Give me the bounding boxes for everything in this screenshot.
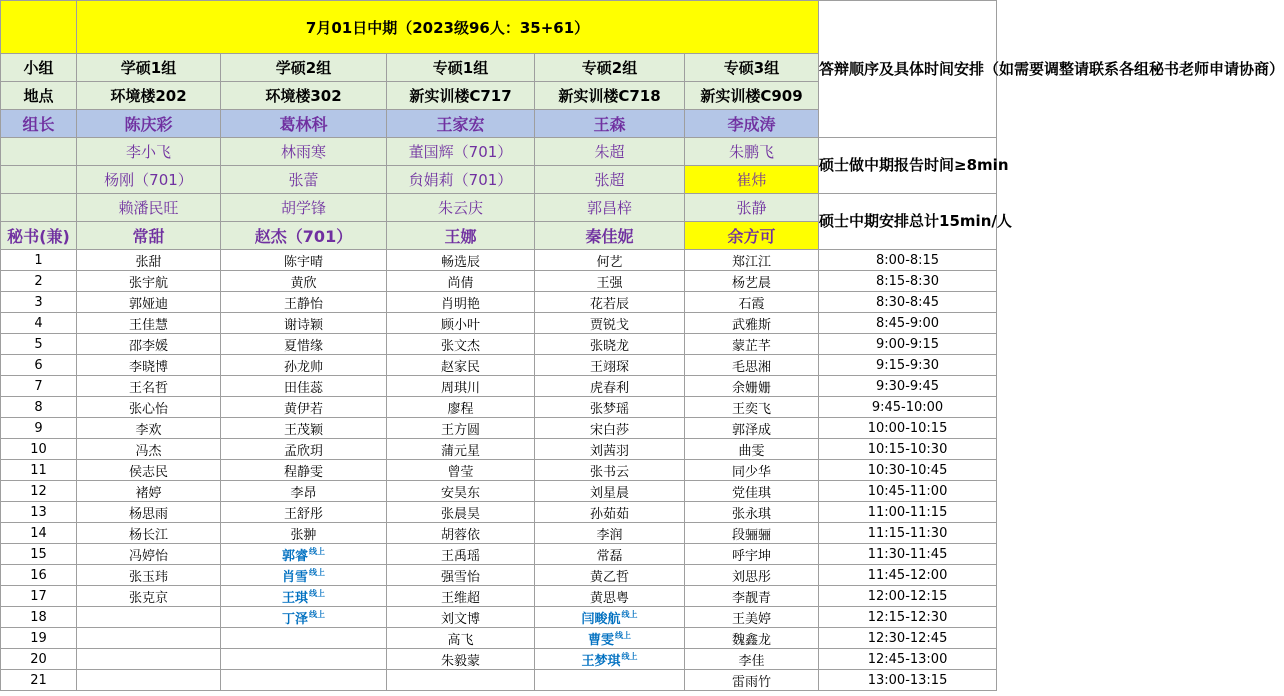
time-slot[interactable]: 11:30-11:45 bbox=[819, 544, 997, 565]
student-cell[interactable]: 张翀 bbox=[221, 523, 387, 544]
student-cell[interactable]: 李润 bbox=[535, 523, 685, 544]
student-cell[interactable]: 王翊琛 bbox=[535, 355, 685, 376]
group-secretary[interactable]: 常甜 bbox=[77, 222, 221, 250]
row-number[interactable]: 15 bbox=[1, 544, 77, 565]
student-cell[interactable]: 党佳琪 bbox=[685, 481, 819, 502]
student-cell[interactable]: 谢诗颖 bbox=[221, 313, 387, 334]
time-slot[interactable]: 12:45-13:00 bbox=[819, 649, 997, 670]
student-cell[interactable]: 王名哲 bbox=[77, 376, 221, 397]
total-time-note[interactable]: 硕士中期安排总计15min/人 bbox=[819, 194, 997, 250]
online-badge: 线上 bbox=[621, 610, 638, 620]
row-number[interactable]: 9 bbox=[1, 418, 77, 439]
student-name: 曹雯 bbox=[587, 632, 614, 648]
group-member[interactable]: 朱鹏飞 bbox=[685, 138, 819, 166]
student-name: 丁泽 bbox=[281, 611, 308, 627]
schedule-row bbox=[1, 250, 997, 271]
student-cell[interactable]: 杨长江 bbox=[77, 523, 221, 544]
group-secretary[interactable]: 余方可 bbox=[685, 222, 819, 250]
group-member[interactable]: 董国辉（701） bbox=[387, 138, 535, 166]
student-cell[interactable]: 王舒彤 bbox=[221, 502, 387, 523]
student-cell[interactable] bbox=[221, 586, 387, 607]
student-cell[interactable]: 李晓博 bbox=[77, 355, 221, 376]
student-cell[interactable]: 常磊 bbox=[535, 544, 685, 565]
student-cell[interactable]: 孙茹茹 bbox=[535, 502, 685, 523]
group-leader[interactable]: 李成涛 bbox=[685, 110, 819, 138]
row-number[interactable]: 7 bbox=[1, 376, 77, 397]
group-location[interactable]: 新实训楼C909 bbox=[685, 82, 819, 110]
group-member[interactable]: 赖潘民旺 bbox=[77, 194, 221, 222]
student-name: 王梦琪 bbox=[581, 653, 621, 669]
student-cell[interactable]: 褚婷 bbox=[77, 481, 221, 502]
group-secretary[interactable]: 王娜 bbox=[387, 222, 535, 250]
student-cell[interactable]: 同少华 bbox=[685, 460, 819, 481]
online-badge: 线上 bbox=[615, 631, 631, 641]
student-cell[interactable]: 王强 bbox=[535, 271, 685, 292]
student-cell[interactable]: 顾小叶 bbox=[387, 313, 535, 334]
time-slot[interactable]: 11:00-11:15 bbox=[819, 502, 997, 523]
student-cell[interactable]: 王美婷 bbox=[685, 607, 819, 628]
report-time-note[interactable]: 硕士做中期报告时间≥8min bbox=[819, 138, 997, 194]
time-slot[interactable]: 10:00-10:15 bbox=[819, 418, 997, 439]
row-number[interactable]: 11 bbox=[1, 460, 77, 481]
group-leader[interactable]: 王家宏 bbox=[387, 110, 535, 138]
student-cell[interactable] bbox=[221, 565, 387, 586]
student-cell[interactable]: 陈宇晴 bbox=[221, 250, 387, 271]
schedule-row bbox=[1, 292, 997, 313]
schedule-row bbox=[1, 586, 997, 607]
row-number[interactable]: 5 bbox=[1, 334, 77, 355]
student-cell[interactable]: 程静雯 bbox=[221, 460, 387, 481]
student-cell[interactable] bbox=[535, 607, 685, 628]
online-badge: 线上 bbox=[309, 610, 325, 620]
student-cell[interactable]: 胡蓉依 bbox=[387, 523, 535, 544]
schedule-row bbox=[1, 502, 997, 523]
student-cell[interactable]: 刘文博 bbox=[387, 607, 535, 628]
student-cell[interactable]: 段骊骊 bbox=[685, 523, 819, 544]
schedule-row bbox=[1, 418, 997, 439]
student-cell[interactable] bbox=[535, 628, 685, 649]
student-cell[interactable] bbox=[77, 670, 221, 691]
student-cell[interactable]: 郭泽成 bbox=[685, 418, 819, 439]
group-leader[interactable]: 陈庆彩 bbox=[77, 110, 221, 138]
student-cell[interactable] bbox=[221, 628, 387, 649]
group-name[interactable]: 学硕2组 bbox=[221, 54, 387, 82]
student-cell[interactable]: 宋白莎 bbox=[535, 418, 685, 439]
schedule-row bbox=[1, 544, 997, 565]
student-cell[interactable]: 黄欣 bbox=[221, 271, 387, 292]
secretary-label[interactable]: 秘书(兼) bbox=[1, 222, 77, 250]
time-slot[interactable]: 8:45-9:00 bbox=[819, 313, 997, 334]
group-member[interactable]: 郭昌梓 bbox=[535, 194, 685, 222]
student-cell[interactable]: 王方圆 bbox=[387, 418, 535, 439]
student-cell[interactable]: 强雪怡 bbox=[387, 565, 535, 586]
row-number[interactable]: 8 bbox=[1, 397, 77, 418]
student-cell[interactable] bbox=[221, 649, 387, 670]
time-slot[interactable]: 12:30-12:45 bbox=[819, 628, 997, 649]
schedule-row bbox=[1, 313, 997, 334]
time-slot[interactable]: 9:30-9:45 bbox=[819, 376, 997, 397]
student-cell[interactable]: 贾锐戈 bbox=[535, 313, 685, 334]
student-cell[interactable]: 朱毅蒙 bbox=[387, 649, 535, 670]
student-cell[interactable] bbox=[387, 670, 535, 691]
student-cell[interactable]: 虎春利 bbox=[535, 376, 685, 397]
student-cell[interactable]: 畅选辰 bbox=[387, 250, 535, 271]
student-cell[interactable] bbox=[221, 544, 387, 565]
time-slot[interactable]: 10:45-11:00 bbox=[819, 481, 997, 502]
location-label[interactable]: 地点 bbox=[1, 82, 77, 110]
group-leader[interactable]: 王森 bbox=[535, 110, 685, 138]
group-label[interactable]: 小组 bbox=[1, 54, 77, 82]
row-number[interactable]: 2 bbox=[1, 271, 77, 292]
student-cell[interactable] bbox=[535, 670, 685, 691]
student-name: 肖雪 bbox=[281, 569, 308, 585]
group-name[interactable]: 学硕1组 bbox=[77, 54, 221, 82]
member-label-cell[interactable] bbox=[1, 166, 77, 194]
schedule-row bbox=[1, 355, 997, 376]
schedule-row bbox=[1, 523, 997, 544]
row-number[interactable]: 17 bbox=[1, 586, 77, 607]
student-cell[interactable]: 王维超 bbox=[387, 586, 535, 607]
online-badge: 线上 bbox=[621, 652, 638, 662]
student-cell[interactable]: 王禹瑶 bbox=[387, 544, 535, 565]
member-label-cell[interactable] bbox=[1, 194, 77, 222]
row-number[interactable]: 18 bbox=[1, 607, 77, 628]
student-name: 郭睿 bbox=[281, 548, 308, 564]
time-slot[interactable]: 10:15-10:30 bbox=[819, 439, 997, 460]
group-member[interactable]: 林雨寒 bbox=[221, 138, 387, 166]
student-cell[interactable]: 邵李媛 bbox=[77, 334, 221, 355]
row-number[interactable]: 13 bbox=[1, 502, 77, 523]
schedule-row bbox=[1, 376, 997, 397]
student-cell[interactable]: 安昊东 bbox=[387, 481, 535, 502]
schedule-row bbox=[1, 670, 997, 691]
time-slot[interactable]: 11:15-11:30 bbox=[819, 523, 997, 544]
student-cell[interactable]: 蒲元星 bbox=[387, 439, 535, 460]
row-number[interactable]: 12 bbox=[1, 481, 77, 502]
student-name: 王琪 bbox=[281, 590, 308, 606]
student-cell[interactable]: 李昂 bbox=[221, 481, 387, 502]
group-member[interactable]: 崔炜 bbox=[685, 166, 819, 194]
student-cell[interactable]: 黄伊若 bbox=[221, 397, 387, 418]
row-number[interactable]: 16 bbox=[1, 565, 77, 586]
student-cell[interactable]: 高飞 bbox=[387, 628, 535, 649]
schedule-row bbox=[1, 439, 997, 460]
student-cell[interactable]: 刘思彤 bbox=[685, 565, 819, 586]
group-member[interactable]: 杨刚（701） bbox=[77, 166, 221, 194]
student-cell[interactable] bbox=[77, 628, 221, 649]
student-cell[interactable]: 郑江江 bbox=[685, 250, 819, 271]
student-cell[interactable]: 王佳慧 bbox=[77, 313, 221, 334]
student-cell[interactable] bbox=[77, 649, 221, 670]
student-cell[interactable]: 黄乙哲 bbox=[535, 565, 685, 586]
student-cell[interactable]: 张永琪 bbox=[685, 502, 819, 523]
student-cell[interactable] bbox=[535, 649, 685, 670]
row-number[interactable]: 20 bbox=[1, 649, 77, 670]
time-slot[interactable]: 8:30-8:45 bbox=[819, 292, 997, 313]
student-cell[interactable]: 廖程 bbox=[387, 397, 535, 418]
student-cell[interactable]: 夏惜缘 bbox=[221, 334, 387, 355]
schedule-row bbox=[1, 460, 997, 481]
student-cell[interactable]: 雷雨竹 bbox=[685, 670, 819, 691]
corner-cell[interactable] bbox=[1, 1, 77, 54]
time-slot[interactable]: 10:30-10:45 bbox=[819, 460, 997, 481]
student-cell[interactable]: 曲雯 bbox=[685, 439, 819, 460]
student-cell[interactable]: 石霞 bbox=[685, 292, 819, 313]
student-cell[interactable]: 李欢 bbox=[77, 418, 221, 439]
student-cell[interactable]: 王静怡 bbox=[221, 292, 387, 313]
student-cell[interactable]: 田佳蕊 bbox=[221, 376, 387, 397]
group-member[interactable]: 胡学锋 bbox=[221, 194, 387, 222]
schedule-row bbox=[1, 271, 997, 292]
group-location[interactable]: 新实训楼C717 bbox=[387, 82, 535, 110]
student-cell[interactable]: 张心怡 bbox=[77, 397, 221, 418]
student-cell[interactable]: 毛思湘 bbox=[685, 355, 819, 376]
student-cell[interactable]: 张玉玮 bbox=[77, 565, 221, 586]
group-member[interactable]: 张蕾 bbox=[221, 166, 387, 194]
student-cell[interactable]: 蒙芷芊 bbox=[685, 334, 819, 355]
schedule-row bbox=[1, 334, 997, 355]
student-cell[interactable]: 李靓青 bbox=[685, 586, 819, 607]
student-cell[interactable]: 肖明艳 bbox=[387, 292, 535, 313]
group-location[interactable]: 新实训楼C718 bbox=[535, 82, 685, 110]
student-cell[interactable]: 张宇航 bbox=[77, 271, 221, 292]
student-cell[interactable]: 侯志民 bbox=[77, 460, 221, 481]
student-cell[interactable]: 张书云 bbox=[535, 460, 685, 481]
student-cell[interactable]: 孙龙帅 bbox=[221, 355, 387, 376]
student-cell[interactable]: 花若辰 bbox=[535, 292, 685, 313]
student-cell[interactable]: 张甜 bbox=[77, 250, 221, 271]
group-name[interactable]: 专硕1组 bbox=[387, 54, 535, 82]
student-cell[interactable]: 余姗姗 bbox=[685, 376, 819, 397]
order-note[interactable]: 答辩顺序及具体时间安排（如需要调整请联系各组秘书老师申请协商） bbox=[819, 1, 997, 138]
time-slot[interactable]: 12:15-12:30 bbox=[819, 607, 997, 628]
time-slot[interactable]: 9:45-10:00 bbox=[819, 397, 997, 418]
schedule-title[interactable]: 7月01日中期（2023级96人：35+61） bbox=[77, 1, 819, 54]
student-cell[interactable]: 刘星晨 bbox=[535, 481, 685, 502]
group-location[interactable]: 环境楼302 bbox=[221, 82, 387, 110]
row-number[interactable]: 21 bbox=[1, 670, 77, 691]
student-cell[interactable] bbox=[77, 607, 221, 628]
student-cell[interactable]: 呼宇坤 bbox=[685, 544, 819, 565]
group-member[interactable]: 贠娟莉（701） bbox=[387, 166, 535, 194]
student-cell[interactable]: 张晨昊 bbox=[387, 502, 535, 523]
schedule-row bbox=[1, 649, 997, 670]
student-cell[interactable]: 尚倩 bbox=[387, 271, 535, 292]
student-cell[interactable]: 赵家民 bbox=[387, 355, 535, 376]
schedule-row bbox=[1, 481, 997, 502]
group-member[interactable]: 李小飞 bbox=[77, 138, 221, 166]
time-slot[interactable]: 9:00-9:15 bbox=[819, 334, 997, 355]
student-cell[interactable]: 孟欣玥 bbox=[221, 439, 387, 460]
group-leader[interactable]: 葛林科 bbox=[221, 110, 387, 138]
schedule-row bbox=[1, 565, 997, 586]
schedule-row bbox=[1, 607, 997, 628]
time-slot[interactable]: 8:00-8:15 bbox=[819, 250, 997, 271]
group-member[interactable]: 朱超 bbox=[535, 138, 685, 166]
group-secretary[interactable]: 赵杰（701） bbox=[221, 222, 387, 250]
student-cell[interactable]: 黄思粤 bbox=[535, 586, 685, 607]
student-cell[interactable] bbox=[221, 670, 387, 691]
student-cell[interactable]: 魏鑫龙 bbox=[685, 628, 819, 649]
online-badge: 线上 bbox=[309, 547, 325, 557]
student-cell[interactable]: 张梦瑶 bbox=[535, 397, 685, 418]
student-cell[interactable]: 李佳 bbox=[685, 649, 819, 670]
student-cell[interactable]: 周琪川 bbox=[387, 376, 535, 397]
group-member[interactable]: 张静 bbox=[685, 194, 819, 222]
student-cell[interactable]: 冯婷怡 bbox=[77, 544, 221, 565]
student-cell[interactable]: 杨艺晨 bbox=[685, 271, 819, 292]
schedule-row bbox=[1, 628, 997, 649]
student-cell[interactable]: 张克京 bbox=[77, 586, 221, 607]
student-cell[interactable] bbox=[221, 607, 387, 628]
student-cell[interactable]: 冯杰 bbox=[77, 439, 221, 460]
leader-label[interactable]: 组长 bbox=[1, 110, 77, 138]
row-number[interactable]: 19 bbox=[1, 628, 77, 649]
student-cell[interactable]: 刘茜羽 bbox=[535, 439, 685, 460]
online-badge: 线上 bbox=[309, 589, 325, 599]
row-number[interactable]: 4 bbox=[1, 313, 77, 334]
time-slot[interactable]: 8:15-8:30 bbox=[819, 271, 997, 292]
time-slot[interactable]: 11:45-12:00 bbox=[819, 565, 997, 586]
member-label-cell[interactable] bbox=[1, 138, 77, 166]
student-cell[interactable]: 武雅斯 bbox=[685, 313, 819, 334]
student-cell[interactable]: 王茂颖 bbox=[221, 418, 387, 439]
row-number[interactable]: 6 bbox=[1, 355, 77, 376]
student-cell[interactable]: 张文杰 bbox=[387, 334, 535, 355]
student-cell[interactable]: 曾莹 bbox=[387, 460, 535, 481]
student-cell[interactable]: 杨思雨 bbox=[77, 502, 221, 523]
schedule-row bbox=[1, 397, 997, 418]
student-cell[interactable]: 郭娅迪 bbox=[77, 292, 221, 313]
student-cell[interactable]: 何艺 bbox=[535, 250, 685, 271]
row-number[interactable]: 14 bbox=[1, 523, 77, 544]
group-member[interactable]: 朱云庆 bbox=[387, 194, 535, 222]
row-number[interactable]: 10 bbox=[1, 439, 77, 460]
row-number[interactable]: 3 bbox=[1, 292, 77, 313]
time-slot[interactable]: 9:15-9:30 bbox=[819, 355, 997, 376]
row-number[interactable]: 1 bbox=[1, 250, 77, 271]
student-cell[interactable]: 王奕飞 bbox=[685, 397, 819, 418]
group-secretary[interactable]: 秦佳妮 bbox=[535, 222, 685, 250]
group-name[interactable]: 专硕2组 bbox=[535, 54, 685, 82]
online-badge: 线上 bbox=[309, 568, 325, 578]
group-member[interactable]: 张超 bbox=[535, 166, 685, 194]
student-cell[interactable]: 张晓龙 bbox=[535, 334, 685, 355]
student-name: 闫畯航 bbox=[581, 611, 621, 627]
time-slot[interactable]: 13:00-13:15 bbox=[819, 670, 997, 691]
group-location[interactable]: 环境楼202 bbox=[77, 82, 221, 110]
time-slot[interactable]: 12:00-12:15 bbox=[819, 586, 997, 607]
group-name[interactable]: 专硕3组 bbox=[685, 54, 819, 82]
